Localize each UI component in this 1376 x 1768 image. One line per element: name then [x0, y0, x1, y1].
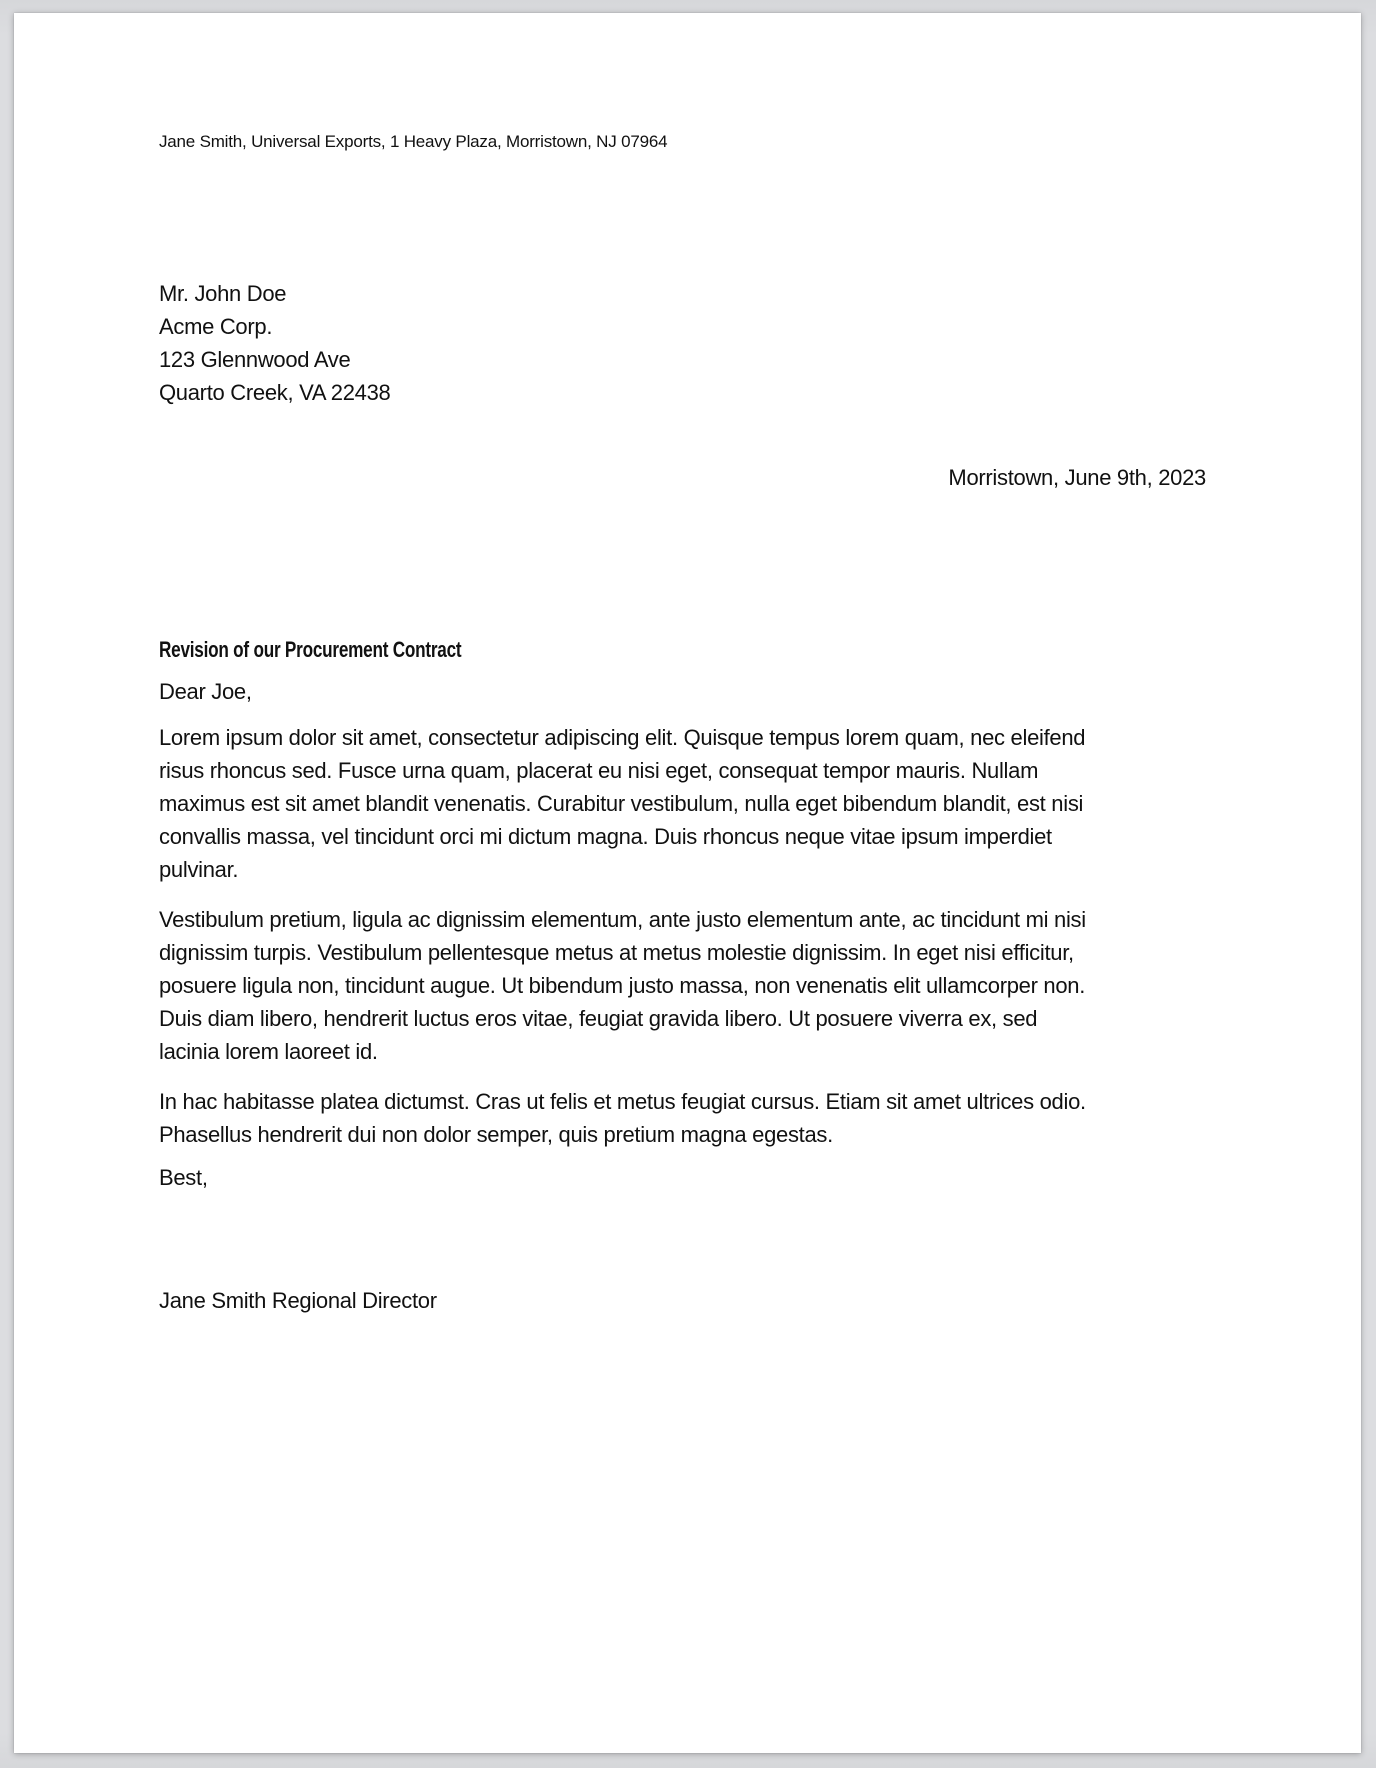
- paragraph-line: pulvinar.: [159, 857, 239, 882]
- recipient-company: Acme Corp.: [159, 314, 273, 339]
- paragraph-line: lacinia lorem laoreet id.: [159, 1039, 378, 1064]
- paragraph-line: dignissim turpis. Vestibulum pellentesque metus at metus molestie dignissim. In eget nisi efficitur,: [159, 940, 1074, 965]
- body-paragraph-1: [159, 721, 1206, 886]
- paragraph-line: Phasellus hendrerit dui non dolor semper, quis pretium magna egestas.: [159, 1122, 833, 1147]
- paragraph-line: convallis massa, vel tincidunt orci mi dictum magna. Duis rhoncus neque vitae ipsum imperdiet: [159, 824, 1052, 849]
- paragraph-line: In hac habitasse platea dictumst. Cras ut felis et metus feugiat cursus. Etiam sit amet ultrices odio.: [159, 1089, 1086, 1114]
- letter-content: [14, 13, 1361, 1753]
- paragraph-line: risus rhoncus sed. Fusce urna quam, placerat eu nisi eget, consequat tempor mauris. Nullam: [159, 758, 1039, 783]
- recipient-address-block: [159, 277, 1206, 409]
- sender-address-line: Jane Smith, Universal Exports, 1 Heavy Plaza, Morristown, NJ 07964: [159, 132, 668, 151]
- paragraph-line: maximus est sit amet blandit venenatis. Curabitur vestibulum, nulla eget bibendum blandit, est nisi: [159, 791, 1084, 816]
- body-paragraph-3: [159, 1085, 1206, 1151]
- paragraph-line: Lorem ipsum dolor sit amet, consectetur adipiscing elit. Quisque tempus lorem quam, nec eleifend: [159, 725, 1086, 750]
- closing: Best,: [159, 1165, 208, 1190]
- letter-page: [14, 13, 1361, 1753]
- paragraph-line: Vestibulum pretium, ligula ac dignissim elementum, ante justo elementum ante, ac tincidunt mi nisi: [159, 907, 1086, 932]
- paragraph-line: posuere ligula non, tincidunt augue. Ut bibendum justo massa, non venenatis elit ullamcorper non.: [159, 973, 1086, 998]
- place-and-date: Morristown, June 9th, 2023: [948, 465, 1206, 490]
- salutation: Dear Joe,: [159, 679, 252, 704]
- signature-line: Jane Smith Regional Director: [159, 1288, 437, 1313]
- paragraph-line: Duis diam libero, hendrerit luctus eros vitae, feugiat gravida libero. Ut posuere viverra ex, sed: [159, 1006, 1038, 1031]
- recipient-city-state-zip: Quarto Creek, VA 22438: [159, 380, 391, 405]
- subject-text: Revision of our Procurement Contract: [159, 637, 462, 662]
- recipient-street: 123 Glennwood Ave: [159, 347, 351, 372]
- body-paragraph-2: [159, 903, 1206, 1068]
- subject-line: [159, 633, 1206, 666]
- date-line: [159, 461, 1206, 494]
- recipient-name: Mr. John Doe: [159, 281, 287, 306]
